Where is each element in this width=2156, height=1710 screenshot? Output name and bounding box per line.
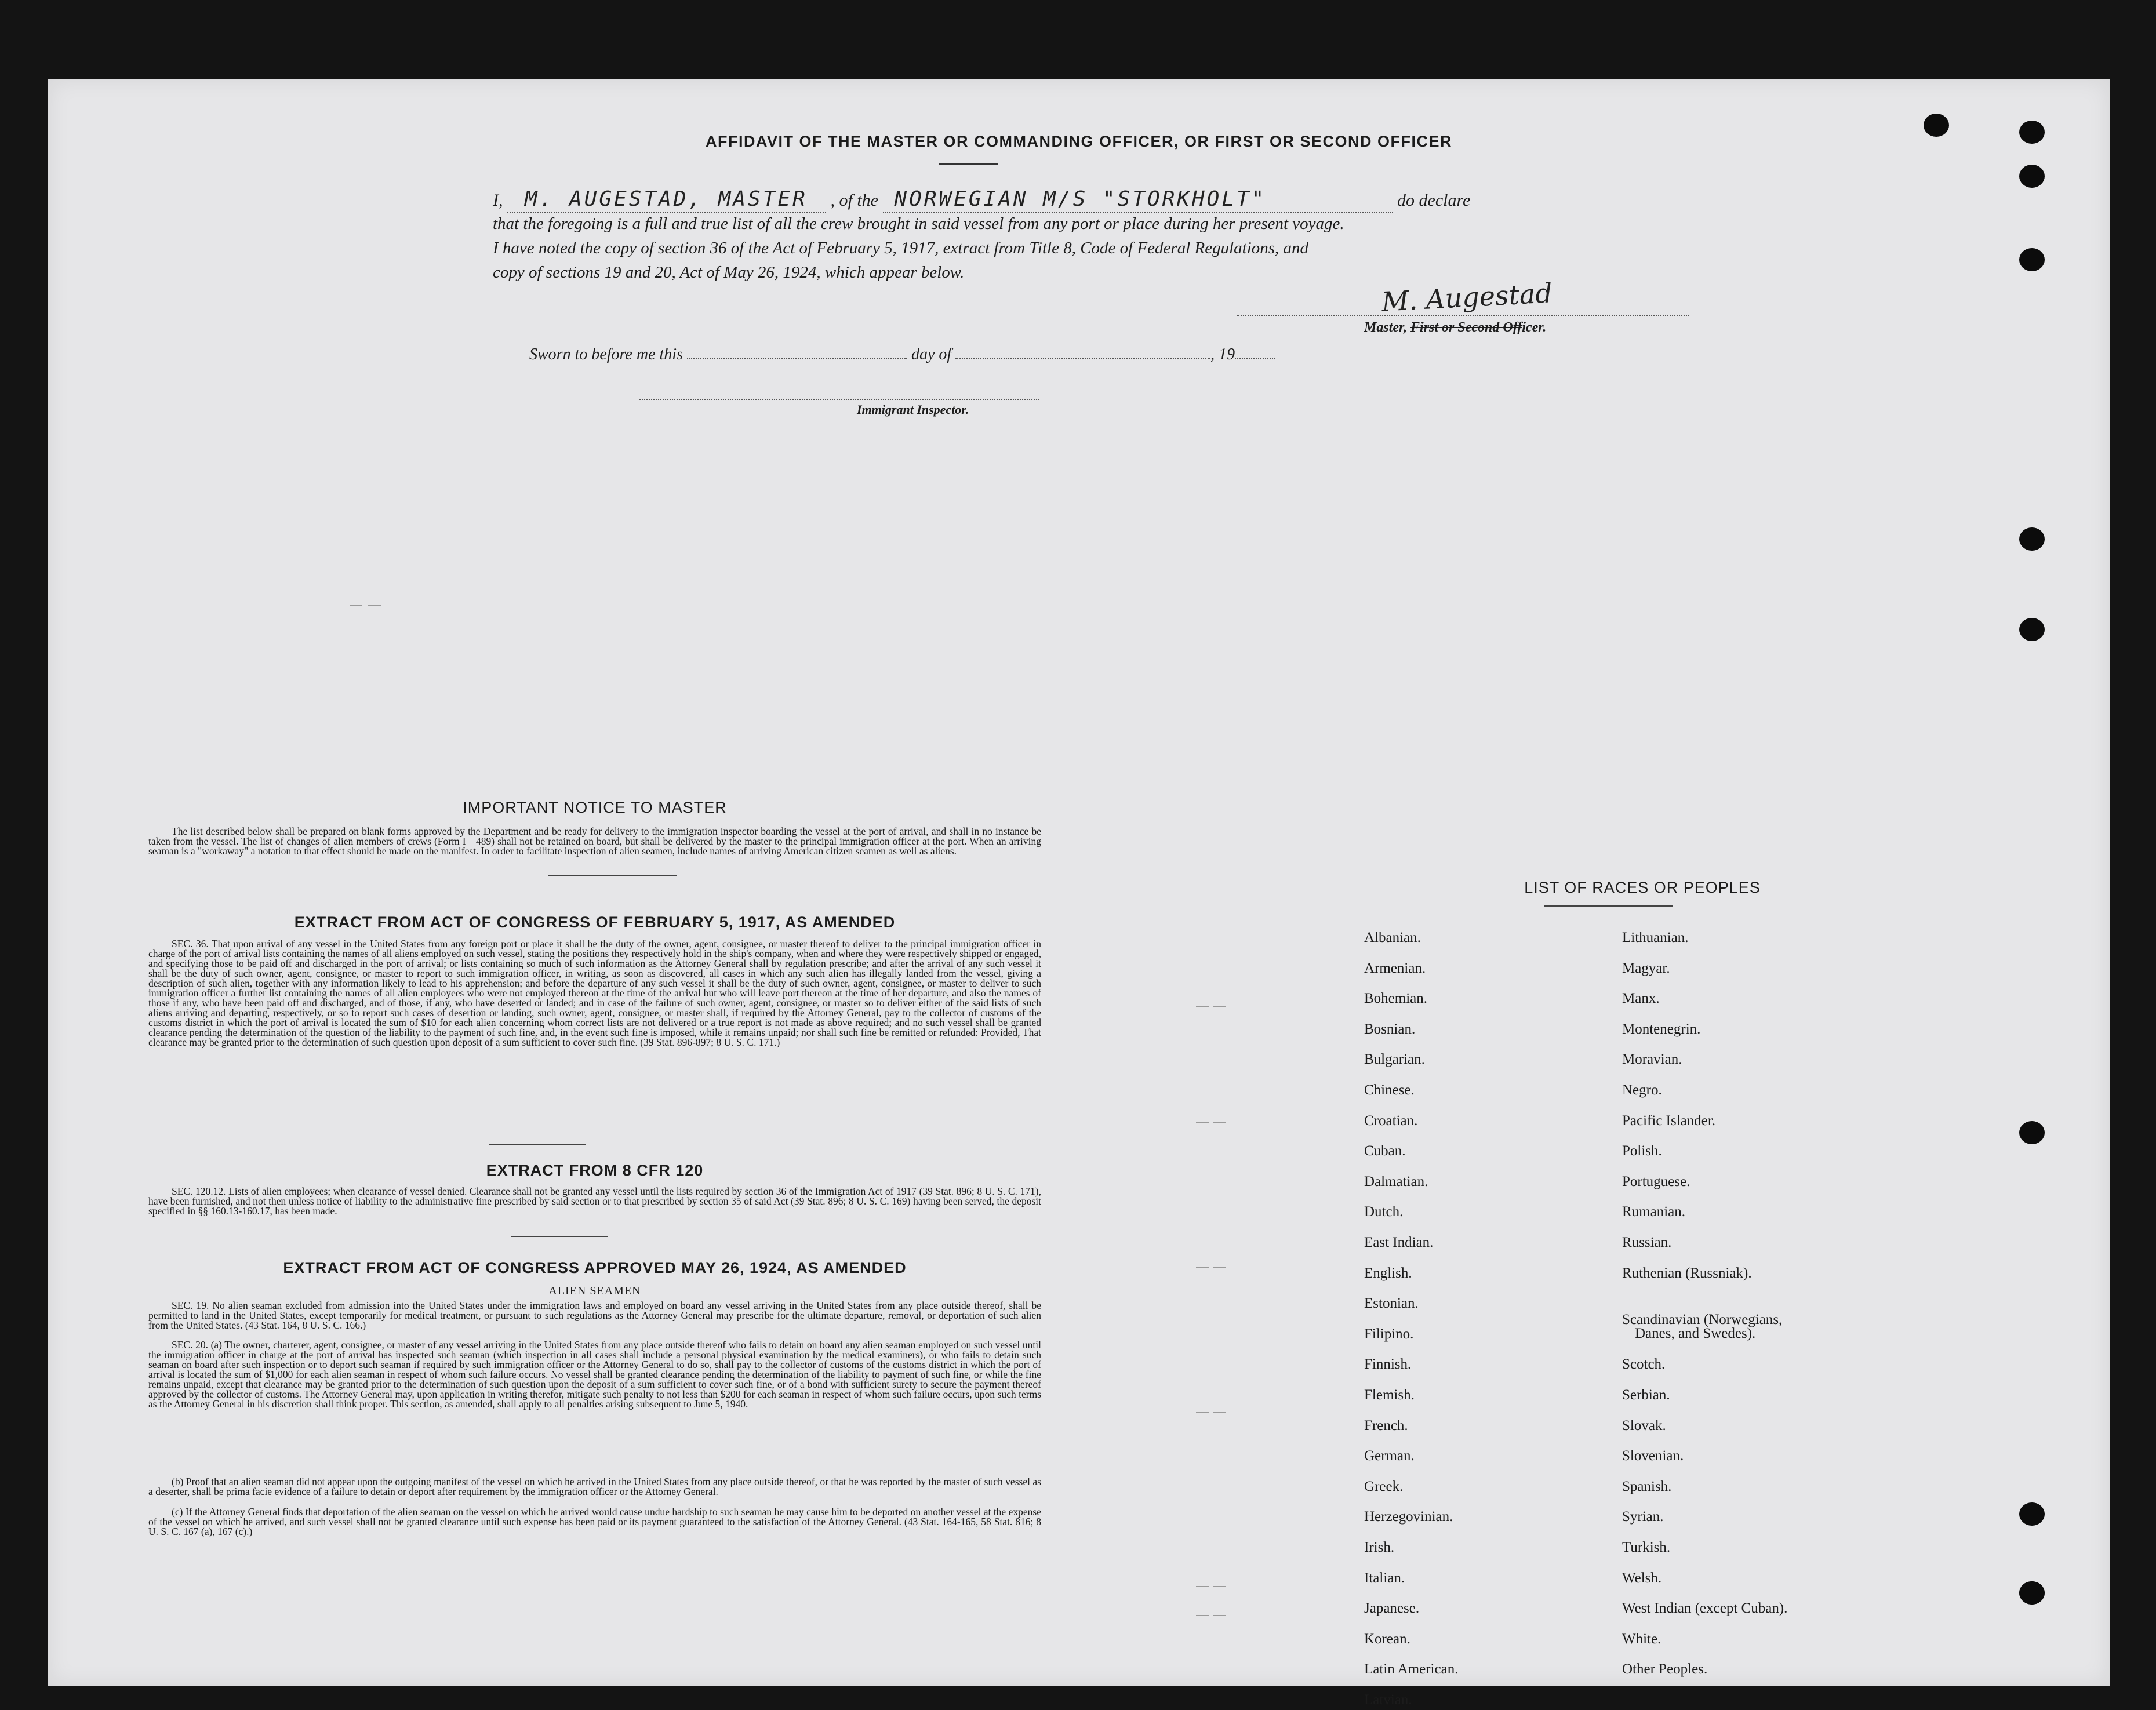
vessel-name-field: NORWEGIAN M/S "STORKHOLT" xyxy=(883,187,1393,213)
extract-8cfr-body: SEC. 120.12. Lists of alien employees; when clearance of vessel denied. Clearance shall not be granted any vessel until the lists required by section 36 of the Immigration Act of 1917 (39 Stat. 896; 8 U. S. C. 171), have been furnished, and not then unless notice of liability to the administrative fine prescribed by said section or to that prescribed by section 35 of said Act (39 Stat. 896; 8 U. S. C. 169) having been served, the deposit specified in §§ 160.13-160.17, has been made. xyxy=(148,1185,1041,1217)
race-item: Italian. xyxy=(1364,1570,1405,1586)
extract-1917-body: SEC. 36. That upon arrival of any vessel in the United States from any foreign port or place it shall be the duty of the owner, agent, consignee, or master thereof to deliver to the principal immigration officer in charge of the port of arrival lists containing the names of all aliens employed on such vessel, stating the positions they respectively hold in the ship's company, when and where they were respectively shipped or engaged, and specifying those to be paid off and discharged in the port of arrival; or lists containing so much of such information as the Attorney General shall by regulation prescribe; and after the arrival of any such vessel it shall be the duty of such owner, agent, consignee, or master to report to such immigration officer, in writing, as soon as discovered, all cases in which any such alien has illegally landed from the vessel, giving a description of such alien, together with any information likely to lead to his apprehension; and before the departure of any such vessel it shall be the duty of such owner, agent, consignee, or master to deliver to such immigration officer a further list containing the names of all alien employees who were not employed thereon at the time of the arrival but who will leave port thereon at the time of her departure, and also the names of those if any, who have been paid off and discharged, and of those, if any, who have deserted or landed; and in case of the failure of such owner, agent, consignee, or master so to deliver either of the said lists of such aliens arriving and departing, respectively, or so to report such cases of desertion or landing, such owner, agent, consignee, or master shall, if required by the Attorney General, pay to the collector of customs of the customs district in which the port of arrival is located the sum of $10 for each alien concerning whom correct lists are not delivered or a true report is not made as above required; and no such vessel shall be granted clearance pending the determination of the question of the liability to the payment of such fine, and, in the event such fine is imposed, while it remains unpaid; nor shall such fine be remitted or refunded: Provided, That clearance may be granted prior to the determination of such question upon deposit of a sum sufficient to cover such fine. (39 Stat. 896-897; 8 U. S. C. 171.) xyxy=(148,938,1041,1048)
race-item: Serbian. xyxy=(1622,1387,1670,1403)
race-item: Slovenian. xyxy=(1622,1448,1684,1464)
binder-hole xyxy=(2019,1502,2045,1526)
sworn-date-field xyxy=(687,342,907,359)
race-item: Scotch. xyxy=(1622,1356,1666,1373)
declaration-line-1 xyxy=(493,187,1681,213)
race-item: Irish. xyxy=(1364,1540,1395,1555)
race-item: Finnish. xyxy=(1364,1356,1412,1373)
race-item: Welsh. xyxy=(1622,1570,1662,1586)
race-item: Herzegovinian. xyxy=(1364,1509,1453,1525)
notice-body: The list described below shall be prepared on blank forms approved by the Department and be ready for delivery to the immigration inspector boarding the vessel at the port of arrival, and shall in no instance be taken from the vessel. The list of changes of alien members of crews (Form I—489) shall not be retained on board, but shall be delivered by the master to the principal immigration officer at the port. When an arriving seaman is a "workaway" a notation to that effect should be made on the manifest. In order to facilitate inspection of alien seamen, include names of arriving American citizen seamen as well as aliens. xyxy=(148,825,1041,857)
race-item: Croatian. xyxy=(1364,1112,1418,1129)
race-item: Korean. xyxy=(1364,1631,1410,1647)
binder-hole xyxy=(2019,248,2045,271)
binder-hole xyxy=(2019,1121,2045,1144)
sec-19-text: SEC. 19. No alien seaman excluded from admission into the United States under the immigration laws and employed on board any vessel arriving in the United States from any place outside thereof, shall be permitted to land in the United States, except temporarily for medical treatment, or pursuant to such regulations as the Attorney General may prescribe for the ultimate departure, removal, or deportation of such alien from the United States. (43 Stat. 164, 8 U. S. C. 166.) xyxy=(148,1300,1041,1331)
sec-20a-text: SEC. 20. (a) The owner, charterer, agent, consignee, or master of any vessel arriving in the United States from any place outside thereof who fails to detain on board any alien seaman employed on such vessel until the immigration officer in charge at the port of arrival has inspected such seaman (which inspection in all cases shall include a personal physical examination by the medical examiners), or who fails to detain such seaman on board after such inspection or to deport such seaman if required by such immigration officer or the Attorney General to do so, shall pay to the collector of customs of the customs district in which the port of arrival is located the sum of $1,000 for each alien seaman in respect of whom such failure occurs. No vessel shall be granted clearance pending the determination of the liability to payment of such fine, or while the fine remains unpaid, except that clearance may be granted prior to the determination of such question upon the deposit of a sum sufficient to cover such fine, or of a bond with sufficient surety to secure the payment thereof approved by the collector of customs. The Attorney General may, upon application in writing therefor, mitigate such penalty to not less than $200 for each seaman in respect of whom such failure occurs, upon such terms as the Attorney General in his discretion shall think proper. This section, as amended, shall apply to all penalties arising subsequent to June 5, 1940. xyxy=(148,1339,1041,1410)
race-item: Danes, and Swedes). xyxy=(1635,1326,1756,1342)
race-item: Dutch. xyxy=(1364,1204,1404,1220)
races-heading: LIST OF RACES OR PEOPLES xyxy=(1524,879,1761,896)
race-item: Spanish. xyxy=(1622,1478,1672,1494)
race-item: Other Peoples. xyxy=(1622,1661,1708,1678)
race-item: Polish. xyxy=(1622,1143,1662,1159)
race-item: Lithuanian. xyxy=(1622,930,1689,945)
race-item: Slovak. xyxy=(1622,1417,1666,1434)
sworn-month-field xyxy=(955,342,1210,359)
inspector-label: Immigrant Inspector. xyxy=(857,402,969,417)
race-item: Latin American. xyxy=(1364,1661,1459,1678)
races-divider xyxy=(1544,905,1673,907)
binder-hole xyxy=(2019,1581,2045,1605)
race-item: Armenian. xyxy=(1364,960,1426,976)
race-item: Cuban. xyxy=(1364,1143,1406,1159)
race-item: Syrian. xyxy=(1622,1509,1664,1525)
section-divider xyxy=(511,1236,608,1237)
binder-hole xyxy=(2019,618,2045,641)
race-item: Negro. xyxy=(1622,1082,1662,1098)
race-item: Greek. xyxy=(1364,1478,1404,1494)
section-divider xyxy=(548,875,677,876)
race-item: Flemish. xyxy=(1364,1387,1415,1403)
sec-20b-text: (b) Proof that an alien seaman did not appear upon the outgoing manifest of the vessel on which he arrived in the United States from any place outside thereof, or that he was reported by the master of such vessel as a deserter, shall be prima facie evidence of a failure to detain or deport after requirement by the immigration officer or the Attorney General. xyxy=(148,1476,1041,1497)
race-item: Moravian. xyxy=(1622,1052,1682,1068)
race-item: Bosnian. xyxy=(1364,1021,1416,1037)
race-item: White. xyxy=(1622,1631,1661,1647)
race-item: Magyar. xyxy=(1622,960,1670,976)
extract-1917-heading: EXTRACT FROM ACT OF CONGRESS OF FEBRUARY 5, 1917, AS AMENDED xyxy=(294,914,896,931)
race-item: Pacific Islander. xyxy=(1622,1112,1716,1129)
race-item: German. xyxy=(1364,1448,1415,1464)
race-item: Bohemian. xyxy=(1364,991,1428,1007)
binder-hole xyxy=(2019,165,2045,188)
document-page xyxy=(48,79,2110,1708)
declaration-line-4: copy of sections 19 and 20, Act of May 26, 1924, which appear below. xyxy=(493,263,965,282)
master-signature: M. Augestad xyxy=(1380,277,1554,318)
race-item: Portuguese. xyxy=(1622,1173,1690,1189)
race-item: Bulgarian. xyxy=(1364,1052,1425,1068)
race-item: West Indian (except Cuban). xyxy=(1622,1600,1788,1617)
title-divider xyxy=(939,163,998,165)
race-item: Scandinavian (Norwegians, xyxy=(1622,1312,1783,1328)
extract-8cfr-heading: EXTRACT FROM 8 CFR 120 xyxy=(486,1162,704,1179)
signature-label: Master, First or Second Officer. xyxy=(1364,320,1547,335)
sec-20c-text: (c) If the Attorney General finds that deportation of the alien seaman on the vessel on which he arrived would cause undue hardship to such seaman he may cause him to be deported on another vessel at the expense of the vessel on which he arrived, and such vessel shall not be granted clearance until such expense has been paid or its payment guaranteed to the satisfaction of the Attorney General. (43 Stat. 164-165, 58 Stat. 816; 8 U. S. C. 167 (a), 167 (c).) xyxy=(148,1506,1041,1537)
signature-line xyxy=(1237,315,1689,316)
race-item: Chinese. xyxy=(1364,1082,1415,1098)
declaration-line-3: I have noted the copy of section 36 of the Act of February 5, 1917, extract from Title 8, Code of Federal Regulations, and xyxy=(493,239,1309,257)
master-name-field: M. AUGESTAD, MASTER xyxy=(507,187,826,213)
race-item: Russian. xyxy=(1622,1235,1672,1250)
race-item: Rumanian. xyxy=(1622,1204,1686,1220)
race-item: Latvian. xyxy=(1364,1692,1412,1708)
race-item: Montenegrin. xyxy=(1622,1021,1701,1037)
sworn-line xyxy=(529,342,1275,364)
declaration-line-2: that the foregoing is a full and true list of all the crew brought in said vessel from any port or place during her present voyage. xyxy=(493,214,1344,233)
alien-seamen-subheading: ALIEN SEAMEN xyxy=(548,1285,641,1297)
sworn-day-label: day of xyxy=(911,345,952,363)
sworn-year-label: , 19 xyxy=(1210,345,1235,363)
declaration-prefix: I, xyxy=(493,191,503,210)
race-item: Estonian. xyxy=(1364,1296,1419,1312)
race-item: Manx. xyxy=(1622,991,1660,1007)
section-divider xyxy=(489,1144,586,1145)
notice-heading: IMPORTANT NOTICE TO MASTER xyxy=(463,799,727,816)
extract-1924-heading: EXTRACT FROM ACT OF CONGRESS APPROVED MAY 26, 1924, AS AMENDED xyxy=(283,1259,907,1276)
race-item: East Indian. xyxy=(1364,1235,1434,1250)
sworn-year-field xyxy=(1235,342,1275,359)
declaration-of-the: , of the xyxy=(830,191,878,210)
affidavit-title: AFFIDAVIT OF THE MASTER OR COMMANDING OFFICER, OR FIRST OR SECOND OFFICER xyxy=(706,133,1452,150)
race-item: Turkish. xyxy=(1622,1540,1671,1555)
inspector-signature-line xyxy=(639,399,1039,400)
race-item: Filipino. xyxy=(1364,1326,1414,1342)
race-item: Japanese. xyxy=(1364,1600,1420,1617)
race-item: Albanian. xyxy=(1364,930,1421,945)
race-item: French. xyxy=(1364,1417,1408,1434)
race-item: Dalmatian. xyxy=(1364,1173,1428,1189)
race-item: English. xyxy=(1364,1265,1412,1281)
binder-hole xyxy=(2019,527,2045,551)
race-item: Ruthenian (Russniak). xyxy=(1622,1265,1752,1281)
sworn-text: Sworn to before me this xyxy=(529,345,683,363)
declaration-suffix: do declare xyxy=(1397,191,1471,210)
